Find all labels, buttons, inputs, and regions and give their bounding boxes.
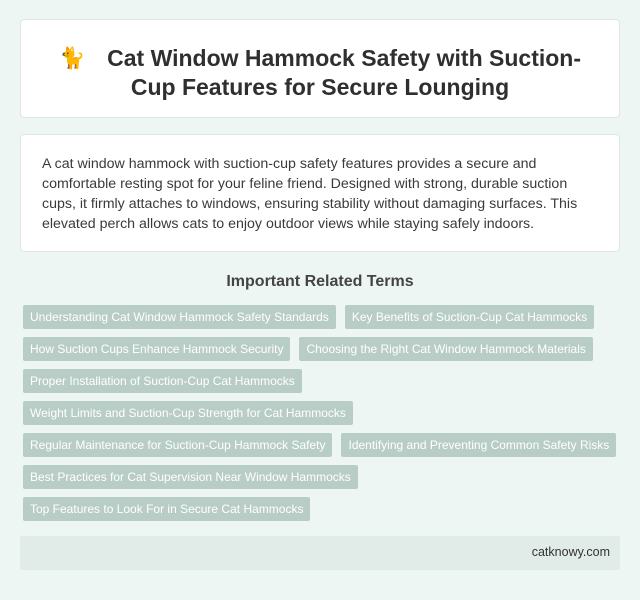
related-term-tag[interactable]: Top Features to Look For in Secure Cat Hammocks	[23, 497, 310, 521]
title-card	[20, 19, 620, 118]
related-term-tag[interactable]: Proper Installation of Suction-Cup Cat Hammocks	[23, 369, 302, 393]
related-term-tag[interactable]: Identifying and Preventing Common Safety Risks	[341, 433, 616, 457]
related-term-tag[interactable]: Understanding Cat Window Hammock Safety Standards	[23, 305, 336, 329]
description-text: A cat window hammock with suction-cup safety features provides a secure and comfortable resting spot for your feline friend. Designed with strong, durable suction cups, it firmly attaches to windows, ensuring stability without damaging surfaces. This elevated perch allows cats to enjoy outdoor views while staying safely indoors.	[42, 156, 578, 232]
related-term-tag[interactable]: Key Benefits of Suction-Cup Cat Hammocks	[345, 305, 594, 329]
description-card	[20, 134, 620, 252]
related-term-tag[interactable]: Choosing the Right Cat Window Hammock Materials	[299, 337, 592, 361]
related-term-tag[interactable]: Regular Maintenance for Suction-Cup Hammock Safety	[23, 433, 332, 457]
page-title-text: Cat Window Hammock Safety with Suction-Cup Features for Secure Lounging	[107, 45, 582, 100]
related-terms-list	[23, 305, 623, 521]
related-term-tag[interactable]: Weight Limits and Suction-Cup Strength for Cat Hammocks	[23, 401, 353, 425]
page-title	[21, 44, 619, 102]
related-terms-heading: Important Related Terms	[226, 273, 414, 290]
related-term-tag[interactable]: How Suction Cups Enhance Hammock Security	[23, 337, 290, 361]
footer	[20, 536, 620, 570]
related-term-tag[interactable]: Best Practices for Cat Supervision Near Window Hammocks	[23, 465, 358, 489]
cat-icon: 🐈	[58, 47, 86, 70]
footer-site-link[interactable]: catknowy.com	[531, 545, 610, 559]
